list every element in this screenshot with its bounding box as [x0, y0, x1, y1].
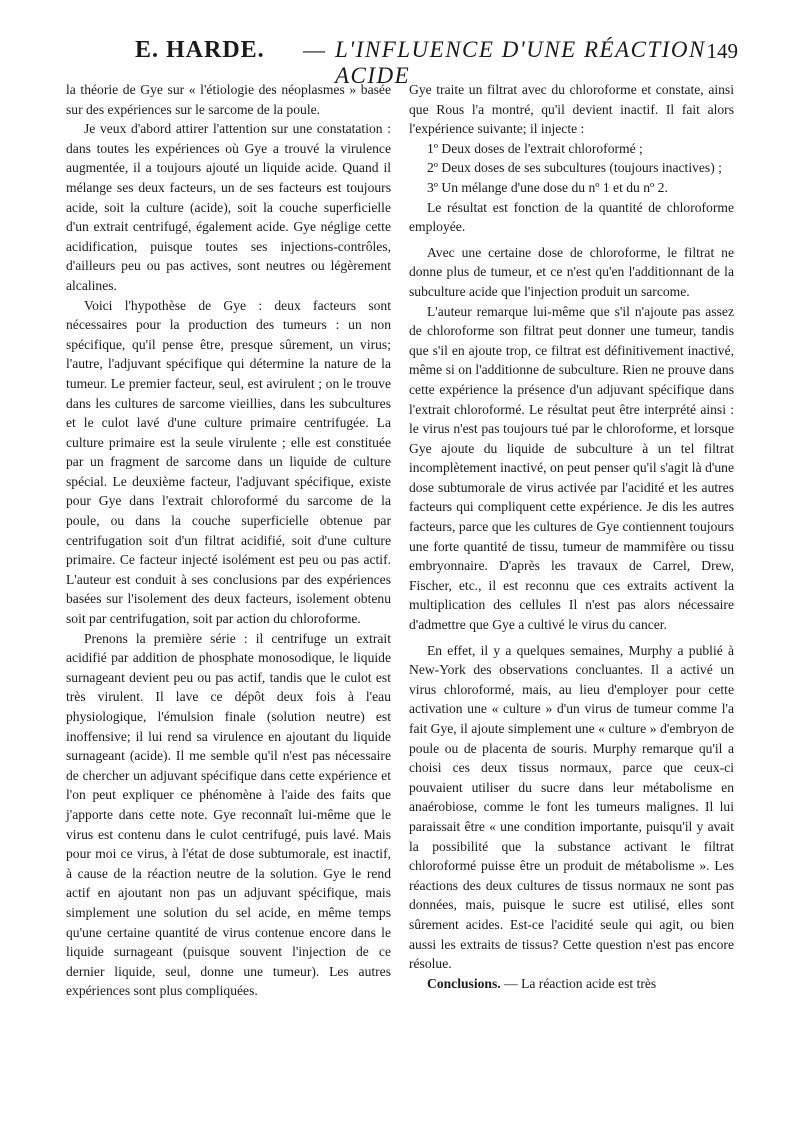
- paragraph: L'auteur remarque lui-même que s'il n'ajoute pas assez de chloroforme son filtrat peut donner une tumeur, tandis que s'il en ajoute trop, ce filtrat est définitivement inactivé, même si on l'additionne de subculture. Rien ne prouve dans cette expérience la présence d'un adjuvant spécifique dans l'extrait chloroformé. Le résultat peut être interprété ainsi : le virus n'est pas toujours tué par le chloroforme, et lorsque Gye ajoute du liquide de subculture à un tel filtrat incomplètement inactivé, on peut penser qu'il s'agit là d'une dose subtumorale de virus activée par l'acidité et les autres facteurs qui compliquent cette expérience. Je dis les autres facteurs, parce que les cultures de Gye contiennent toujours une forte quantité de tissu, tumeur de mammifère ou tissu embryonnaire. D'après les travaux de Carrel, Drew, Fischer, etc., il est reconnu que ces extraits activent la multiplication des cellules Il n'est pas alors nécessaire d'admettre que Gye a cultivé le virus du cancer.: [409, 303, 734, 633]
- paragraph: Je veux d'abord attirer l'attention sur une constatation : dans toutes les expériences où Gye a trouvé la virulence augmentée, il a toujours ajouté un liquide acide. Quand il mélange ses deux facteurs, un de ses facteurs est toujours acide, soit la culture (acide), soit la couche superficielle d'un extrait centrifugé, également acide. Gye néglige cette acidification, puisque toutes ses injections-contrôles, d'ailleurs peu ou pas actives, sont neutres ou légèrement alcalines.: [66, 121, 391, 293]
- paragraph: Avec une certaine dose de chloroforme, le filtrat ne donne plus de tumeur, et ce n'est qu'en l'additionnant de la subculture acide que l'injection produit un sarcome.: [409, 244, 734, 299]
- conclusions-paragraph: [409, 974, 734, 994]
- right-column: [409, 80, 734, 993]
- paragraph: Le résultat est fonction de la quantité de chloroforme employée.: [409, 199, 734, 235]
- paragraph: En effet, il y a quelques semaines, Murphy a publié à New-York des observations concluantes. Il a activé un virus chloroformé, mais, au lieu d'employer pour cette activation une « culture » d'un virus de tumeur comme l'a fait Gye, il ajoute simplement une « culture » d'embryon de poule ou de placenta de souris. Murphy remarque qu'il a choisi ces deux tissus normaux, parce que ceux-ci pouvaient utiliser du sucre dans leur métabolisme en anaérobiose, comme le font les tumeurs malignes. Il lui paraissait être « une condition importante, puisqu'il y avait la possibilité que la substance activant le filtrat chloroformé puisse être un produit de métabolisme ». Les réactions des deux cultures de tissus normaux ne sont pas données, mais, puisque le sucre est utilisé, elles sont sûrement acides. Est-ce l'acidité seule qui agit, ou bien aussi les extraits de tissus? Cette question n'est pas encore résolue.: [409, 642, 734, 972]
- paragraph: Voici l'hypothèse de Gye : deux facteurs sont nécessaires pour la production des tumeurs : un non spécifique, qu'il pense être, presque sûrement, un virus; l'autre, l'adjuvant spécifique qui détermine la nature de la tumeur. Le premier facteur, seul, est avirulent ; on le trouve dans les cultures de sarcome vieillies, dans les subcultures et le culot lavé d'une culture primaire centrifugée. La culture primaire est la seule virulente ; elle est constituée par un fragment de sarcome dans un liquide de culture spécial. Le deuxième facteur, l'adjuvant spécifique, existe pour Gye dans l'extrait chloroformé du sarcome de la poule, ou dans la couche superficielle obtenue par centrifugation soit d'un filtrat acidifié, soit d'une culture primaire. Ce facteur injecté isolément est peu ou pas actif. L'auteur est conduit à ses conclusions par des expériences basées sur l'isolement des deux facteurs, isolement obtenu soit par centrifugation, soit par action du chloroforme.: [66, 297, 391, 627]
- conclusions-label: Conclusions.: [427, 975, 501, 991]
- header-separator: —: [303, 37, 325, 62]
- paragraph: Prenons la première série : il centrifuge un extrait acidifié par addition de phosphate monosodique, le liquide surnageant devient peu ou pas actif, tandis que le culot est très virulent. Il lave ce dépôt deux fois à l'eau physiologique, l'émulsion finale (solution neutre) est inoffensive; il lui rend sa virulence en ajoutant du liquide surnageant (acide). Il me semble qu'il n'est pas nécessaire de chercher un adjuvant spécifique dans cette expérience et l'on peut expliquer ce phénomène à l'aide des faits que j'apporte dans cette note. Gye reconnaît lui-même que le virus est contenu dans le culot centrifugé, puis lavé. Mais pour moi ce virus, à l'état de dose subtumorale, est inactif, à cause de la réaction neutre de la solution. Gye le rend actif en ajoutant non pas un adjuvant spécifique, mais simplement une solution du sel acide, en même temps qu'une certaine quantité de virus contenue encore dans le liquide surnageant (puisque souvent l'injection de ce dernier liquide, seul, donne une tumeur). Les autres expériences sont plus compliquées.: [66, 630, 391, 999]
- header-title: L'INFLUENCE D'UNE RÉACTION ACIDE: [335, 37, 706, 88]
- conclusions-text: — La réaction acide est très: [504, 975, 657, 991]
- list-item: 1º Deux doses de l'extrait chloroformé ;: [427, 140, 643, 156]
- list-item: 3º Un mélange d'une dose du nº 1 et du nº 2.: [427, 179, 668, 195]
- list-item: 2º Deux doses de ses subcultures (toujours inactives) ;: [427, 160, 722, 176]
- header-author: E. HARDE.: [135, 37, 265, 63]
- paragraph: Gye traite un filtrat avec du chloroforme et constate, ainsi que Rous l'a montré, qu'il devient inactif. Il fait alors l'expérience suivante; il injecte :: [409, 82, 734, 137]
- paragraph: la théorie de Gye sur « l'étiologie des néoplasmes » basée sur des expériences sur le sarcome de la poule.: [66, 82, 391, 117]
- running-header: [60, 37, 738, 88]
- left-column: [66, 80, 391, 1001]
- page-number: 149: [706, 39, 738, 63]
